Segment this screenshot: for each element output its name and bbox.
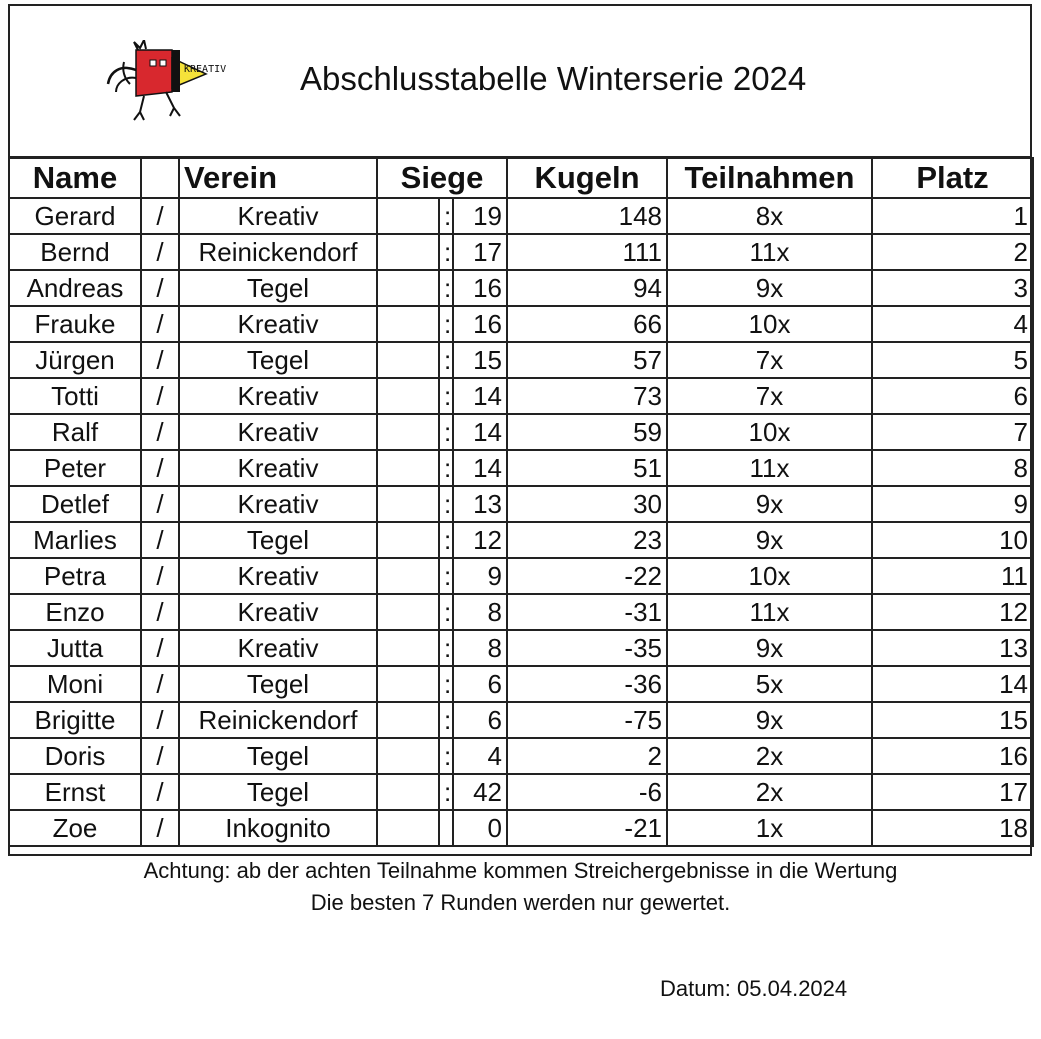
table-row — [9, 522, 1033, 558]
cell-platz: 6 — [872, 378, 1033, 414]
cell-separator: / — [141, 486, 179, 522]
cell-spacer — [377, 450, 439, 486]
cell-name: Bernd — [9, 234, 141, 270]
cell-verein: Tegel — [179, 666, 377, 702]
cell-verein: Tegel — [179, 270, 377, 306]
table-row — [9, 414, 1033, 450]
cell-kugeln: 2 — [507, 738, 667, 774]
cell-platz: 3 — [872, 270, 1033, 306]
table-row — [9, 450, 1033, 486]
cell-spacer — [377, 630, 439, 666]
table-row — [9, 702, 1033, 738]
table-row — [9, 738, 1033, 774]
cell-name: Frauke — [9, 306, 141, 342]
cell-teilnahmen: 11x — [667, 594, 872, 630]
cell-teilnahmen: 10x — [667, 558, 872, 594]
cell-name: Moni — [9, 666, 141, 702]
table-row — [9, 558, 1033, 594]
cell-platz: 8 — [872, 450, 1033, 486]
cell-colon — [439, 810, 453, 846]
cell-teilnahmen: 9x — [667, 522, 872, 558]
col-header-sep — [141, 158, 179, 198]
table-row — [9, 234, 1033, 270]
cell-spacer — [377, 558, 439, 594]
table-row — [9, 774, 1033, 810]
col-header-name: Name — [9, 158, 141, 198]
cell-colon: : — [439, 450, 453, 486]
cell-name: Petra — [9, 558, 141, 594]
cell-teilnahmen: 11x — [667, 450, 872, 486]
cell-name: Ralf — [9, 414, 141, 450]
cell-siege: 16 — [453, 306, 507, 342]
cell-colon: : — [439, 234, 453, 270]
cell-separator: / — [141, 558, 179, 594]
cell-separator: / — [141, 450, 179, 486]
note-line-2: Die besten 7 Runden werden nur gewertet. — [310, 890, 731, 915]
cell-name: Gerard — [9, 198, 141, 234]
cell-separator: / — [141, 414, 179, 450]
cell-kugeln: -35 — [507, 630, 667, 666]
cell-kugeln: -31 — [507, 594, 667, 630]
cell-separator: / — [141, 774, 179, 810]
table-row — [9, 666, 1033, 702]
cell-siege: 6 — [453, 702, 507, 738]
cell-kugeln: 66 — [507, 306, 667, 342]
table-row — [9, 198, 1033, 234]
date-label: Datum: 05.04.2024 — [660, 976, 848, 1001]
cell-siege: 17 — [453, 234, 507, 270]
table-row — [9, 342, 1033, 378]
cell-kugeln: 23 — [507, 522, 667, 558]
cell-teilnahmen: 2x — [667, 774, 872, 810]
table-row — [9, 378, 1033, 414]
cell-name: Totti — [9, 378, 141, 414]
cell-siege: 9 — [453, 558, 507, 594]
cell-siege: 19 — [453, 198, 507, 234]
cell-teilnahmen: 9x — [667, 702, 872, 738]
cell-spacer — [377, 198, 439, 234]
cell-platz: 10 — [872, 522, 1033, 558]
cell-teilnahmen: 1x — [667, 810, 872, 846]
cell-colon: : — [439, 198, 453, 234]
cell-separator: / — [141, 198, 179, 234]
page-title: Abschlusstabelle Winterserie 2024 — [300, 60, 807, 97]
cell-name: Doris — [9, 738, 141, 774]
standings-table — [8, 157, 1034, 847]
cell-spacer — [377, 342, 439, 378]
cell-teilnahmen: 7x — [667, 342, 872, 378]
cell-colon: : — [439, 270, 453, 306]
cell-spacer — [377, 522, 439, 558]
cell-spacer — [377, 810, 439, 846]
cell-colon: : — [439, 414, 453, 450]
note-line-1: Achtung: ab der achten Teilnahme kommen Streichergebnisse in die Wertung — [143, 858, 898, 883]
cell-spacer — [377, 414, 439, 450]
cell-colon: : — [439, 558, 453, 594]
cell-separator: / — [141, 702, 179, 738]
cell-colon: : — [439, 378, 453, 414]
cell-verein: Tegel — [179, 522, 377, 558]
cell-platz: 16 — [872, 738, 1033, 774]
cell-kugeln: 94 — [507, 270, 667, 306]
cell-verein: Reinickendorf — [179, 234, 377, 270]
cell-kugeln: 51 — [507, 450, 667, 486]
cell-separator: / — [141, 666, 179, 702]
cell-spacer — [377, 774, 439, 810]
cell-verein: Kreativ — [179, 594, 377, 630]
cell-platz: 7 — [872, 414, 1033, 450]
cell-colon: : — [439, 738, 453, 774]
table-header-row — [9, 158, 1033, 198]
cell-spacer — [377, 666, 439, 702]
cell-teilnahmen: 7x — [667, 378, 872, 414]
cell-siege: 0 — [453, 810, 507, 846]
cell-teilnahmen: 11x — [667, 234, 872, 270]
cell-siege: 8 — [453, 630, 507, 666]
cell-kugeln: -6 — [507, 774, 667, 810]
cell-platz: 15 — [872, 702, 1033, 738]
cell-siege: 4 — [453, 738, 507, 774]
cell-kugeln: -36 — [507, 666, 667, 702]
cell-colon: : — [439, 486, 453, 522]
cell-colon: : — [439, 702, 453, 738]
kreativ-logo — [100, 40, 240, 124]
cell-spacer — [377, 234, 439, 270]
col-header-siege: Siege — [377, 158, 507, 198]
cell-verein: Kreativ — [179, 306, 377, 342]
cell-siege: 14 — [453, 378, 507, 414]
col-header-teilnahmen: Teilnahmen — [667, 158, 872, 198]
cell-kugeln: -75 — [507, 702, 667, 738]
cell-teilnahmen: 8x — [667, 198, 872, 234]
cell-separator: / — [141, 810, 179, 846]
cell-platz: 14 — [872, 666, 1033, 702]
cell-separator: / — [141, 342, 179, 378]
col-header-kugeln: Kugeln — [507, 158, 667, 198]
cell-platz: 17 — [872, 774, 1033, 810]
cell-kugeln: 148 — [507, 198, 667, 234]
cell-spacer — [377, 378, 439, 414]
cell-siege: 6 — [453, 666, 507, 702]
cell-platz: 5 — [872, 342, 1033, 378]
cell-name: Detlef — [9, 486, 141, 522]
cell-separator: / — [141, 306, 179, 342]
cell-siege: 12 — [453, 522, 507, 558]
cell-spacer — [377, 594, 439, 630]
cell-platz: 4 — [872, 306, 1033, 342]
rooster-logo-icon — [100, 40, 240, 124]
cell-verein: Inkognito — [179, 810, 377, 846]
cell-spacer — [377, 306, 439, 342]
cell-platz: 2 — [872, 234, 1033, 270]
cell-teilnahmen: 5x — [667, 666, 872, 702]
cell-name: Ernst — [9, 774, 141, 810]
cell-kugeln: -22 — [507, 558, 667, 594]
cell-colon: : — [439, 522, 453, 558]
col-header-platz: Platz — [872, 158, 1033, 198]
cell-platz: 18 — [872, 810, 1033, 846]
logo-text: KREATIV — [184, 64, 227, 75]
cell-kugeln: 111 — [507, 234, 667, 270]
cell-kugeln: 73 — [507, 378, 667, 414]
cell-teilnahmen: 9x — [667, 630, 872, 666]
cell-siege: 16 — [453, 270, 507, 306]
cell-name: Marlies — [9, 522, 141, 558]
cell-platz: 11 — [872, 558, 1033, 594]
cell-verein: Reinickendorf — [179, 702, 377, 738]
cell-teilnahmen: 2x — [667, 738, 872, 774]
table-row — [9, 486, 1033, 522]
cell-name: Brigitte — [9, 702, 141, 738]
cell-separator: / — [141, 738, 179, 774]
cell-teilnahmen: 9x — [667, 270, 872, 306]
cell-name: Enzo — [9, 594, 141, 630]
cell-siege: 8 — [453, 594, 507, 630]
cell-separator: / — [141, 522, 179, 558]
cell-colon: : — [439, 774, 453, 810]
cell-platz: 1 — [872, 198, 1033, 234]
cell-verein: Kreativ — [179, 450, 377, 486]
cell-colon: : — [439, 666, 453, 702]
cell-colon: : — [439, 306, 453, 342]
table-row — [9, 270, 1033, 306]
cell-spacer — [377, 702, 439, 738]
cell-teilnahmen: 10x — [667, 306, 872, 342]
cell-siege: 14 — [453, 414, 507, 450]
cell-spacer — [377, 738, 439, 774]
cell-verein: Kreativ — [179, 198, 377, 234]
cell-verein: Kreativ — [179, 558, 377, 594]
cell-name: Jürgen — [9, 342, 141, 378]
cell-platz: 13 — [872, 630, 1033, 666]
cell-spacer — [377, 270, 439, 306]
table-row — [9, 594, 1033, 630]
cell-verein: Tegel — [179, 738, 377, 774]
cell-colon: : — [439, 594, 453, 630]
table-body — [9, 198, 1033, 846]
cell-name: Andreas — [9, 270, 141, 306]
cell-teilnahmen: 10x — [667, 414, 872, 450]
cell-kugeln: 30 — [507, 486, 667, 522]
cell-colon: : — [439, 630, 453, 666]
cell-siege: 14 — [453, 450, 507, 486]
cell-platz: 12 — [872, 594, 1033, 630]
cell-kugeln: 59 — [507, 414, 667, 450]
cell-siege: 42 — [453, 774, 507, 810]
cell-separator: / — [141, 594, 179, 630]
cell-platz: 9 — [872, 486, 1033, 522]
cell-verein: Kreativ — [179, 378, 377, 414]
cell-verein: Kreativ — [179, 630, 377, 666]
table-row — [9, 630, 1033, 666]
cell-spacer — [377, 486, 439, 522]
cell-name: Peter — [9, 450, 141, 486]
cell-verein: Kreativ — [179, 414, 377, 450]
cell-teilnahmen: 9x — [667, 486, 872, 522]
table-row — [9, 306, 1033, 342]
cell-separator: / — [141, 234, 179, 270]
col-header-verein: Verein — [179, 158, 377, 198]
cell-separator: / — [141, 630, 179, 666]
cell-kugeln: 57 — [507, 342, 667, 378]
cell-name: Zoe — [9, 810, 141, 846]
cell-verein: Tegel — [179, 774, 377, 810]
cell-siege: 13 — [453, 486, 507, 522]
cell-kugeln: -21 — [507, 810, 667, 846]
cell-name: Jutta — [9, 630, 141, 666]
cell-separator: / — [141, 378, 179, 414]
cell-verein: Tegel — [179, 342, 377, 378]
table-row — [9, 810, 1033, 846]
cell-verein: Kreativ — [179, 486, 377, 522]
cell-separator: / — [141, 270, 179, 306]
cell-colon: : — [439, 342, 453, 378]
cell-siege: 15 — [453, 342, 507, 378]
